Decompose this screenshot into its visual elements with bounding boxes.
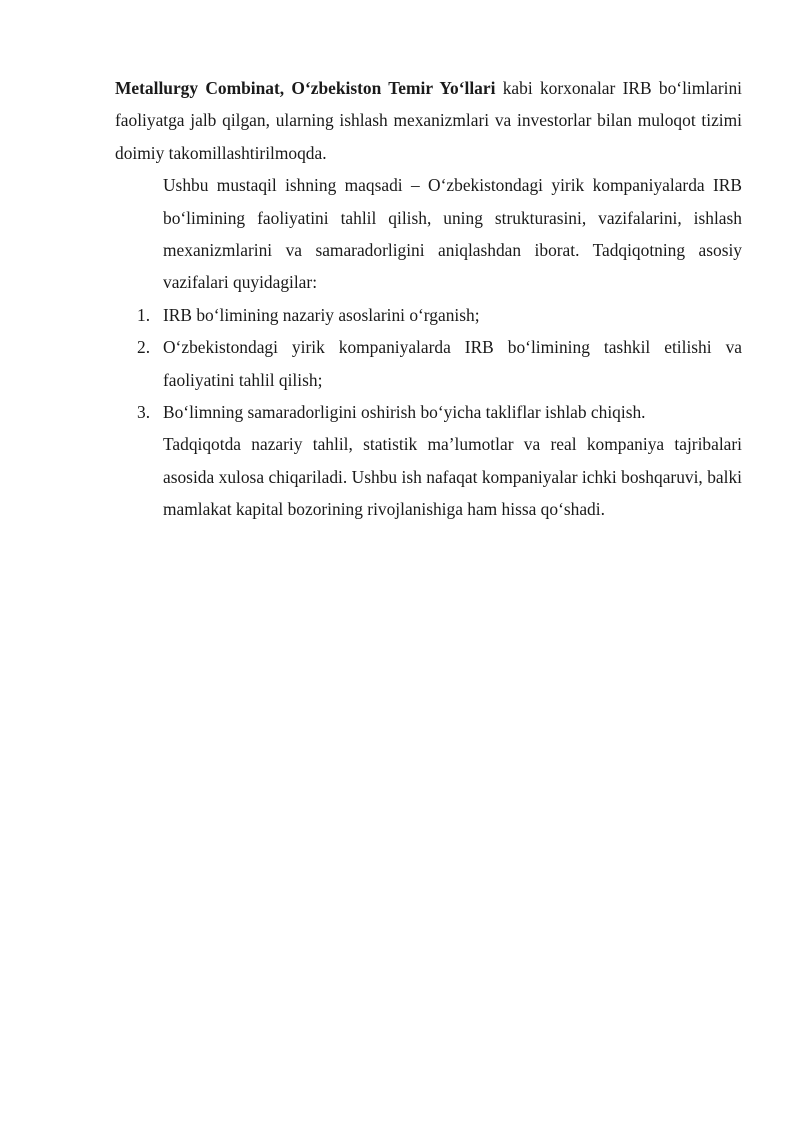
list-item-number: 2. <box>137 337 151 358</box>
list-item <box>115 396 742 428</box>
list-item <box>115 299 742 331</box>
list-item-text: O‘zbekistondagi yirik kompaniyalarda IRB bo‘limining tashkil etilishi va faoliyatini tahlil qilish; <box>163 337 742 390</box>
document-page <box>115 72 742 526</box>
intro-paragraph-text: kabi korxonalar IRB bo‘limlarini faoliyatga jalb qilgan, ularning ishlash mexanizmlari va investorlar bilan muloqot tizimi doimiy takomillashtirilmoqda. <box>115 78 742 163</box>
purpose-paragraph: Ushbu mustaqil ishning maqsadi – O‘zbekistondagi yirik kompaniyalarda IRB bo‘limining faoliyatini tahlil qilish, uning strukturasini, vazifalarini, ishlash mexanizmlarini va samaradorligini aniqlashdan iborat. Tadqiqotning asosiy vazifalari quyidagilar: <box>163 175 742 293</box>
list-item <box>115 331 742 396</box>
tasks-list <box>115 299 742 429</box>
list-item-number: 1. <box>137 304 151 325</box>
company-names: Metallurgy Combinat, O‘zbekiston Temir Yo‘llari <box>115 78 496 98</box>
intro-paragraph <box>115 72 742 169</box>
conclusion-paragraph: Tadqiqotda nazariy tahlil, statistik ma’lumotlar va real kompaniya tajribalari asosida xulosa chiqariladi. Ushbu ish nafaqat kompaniyalar ichki boshqaruvi, balki mamlakat kapital bozorining rivojlanishiga ham hissa qo‘shadi. <box>163 434 742 520</box>
list-item-text: Bo‘limning samaradorligini oshirish bo‘yicha takliflar ishlab chiqish. <box>163 402 646 423</box>
list-item-number: 3. <box>137 402 151 423</box>
list-item-text: IRB bo‘limining nazariy asoslarini o‘rganish; <box>163 304 480 325</box>
